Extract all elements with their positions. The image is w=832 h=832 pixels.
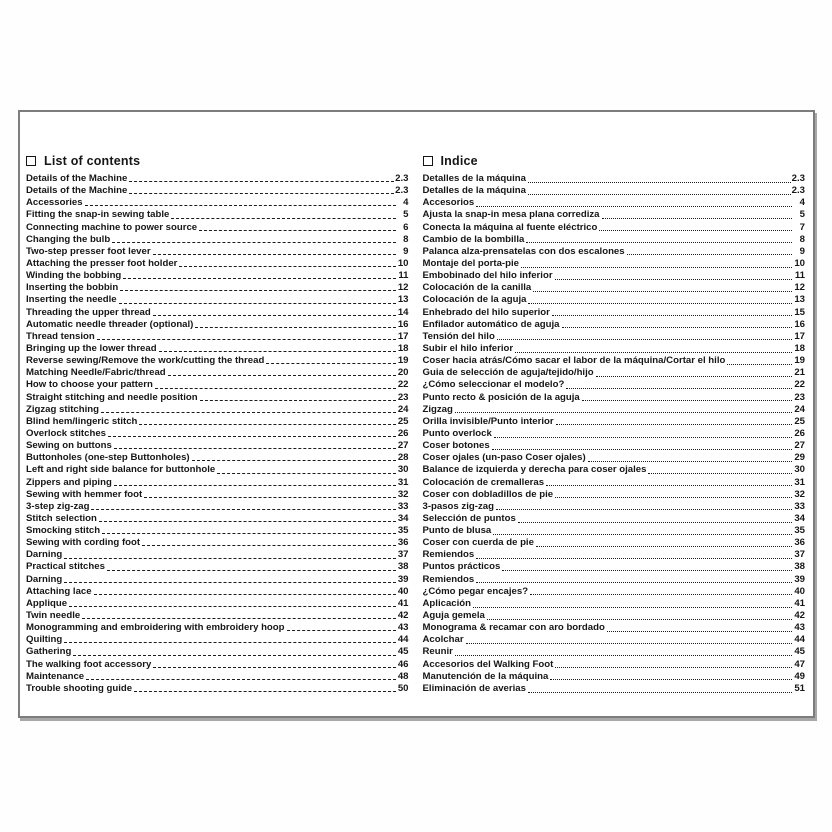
toc-entry-label: Punto de blusa [422, 525, 492, 537]
toc-row [423, 634, 806, 646]
toc-row [26, 586, 409, 598]
toc-row [423, 537, 806, 549]
toc-row [423, 562, 806, 574]
toc-entry-page: 5 [403, 209, 409, 221]
toc-entry-label: Detalles de la máquina [422, 172, 526, 184]
toc-row [423, 197, 806, 209]
toc-entry-page: 7 [799, 221, 805, 233]
toc-entry-page: 51 [794, 682, 805, 694]
toc-row [423, 185, 806, 197]
toc-entry-label: Practical stitches [26, 561, 105, 573]
toc-entry-label: Thread tension [26, 330, 95, 342]
toc-row [423, 270, 806, 282]
toc-row [26, 246, 409, 258]
toc-entry-page: 19 [794, 355, 805, 367]
toc-entry-label: Bringing up the lower thread [26, 342, 157, 354]
toc-entry-label: Puntos prácticos [422, 561, 501, 573]
toc-entry-label: Embobinado del hilo inferior [422, 270, 553, 282]
toc-row [26, 549, 409, 561]
toc-row [26, 197, 409, 209]
toc-row [26, 185, 409, 197]
toc-row [26, 562, 409, 574]
toc-entry-label: Coser ojales (un-paso Coser ojales) [422, 452, 586, 464]
toc-row [423, 513, 806, 525]
toc-entry-page: 11 [398, 270, 409, 282]
toc-row [26, 379, 409, 391]
toc-row [26, 622, 409, 634]
toc-entry-page: 12 [794, 282, 805, 294]
toc-entry-label: Details of the Machine [26, 185, 128, 197]
toc-row [26, 222, 409, 234]
toc-entry-label: Zippers and piping [26, 476, 112, 488]
toc-entry-page: 4 [799, 197, 805, 209]
toc-entry-page: 45 [397, 646, 409, 658]
toc-entry-page: 13 [794, 294, 805, 306]
toc-entry-page: 11 [794, 270, 805, 282]
toc-entry-page: 34 [397, 512, 409, 524]
toc-row [423, 452, 806, 464]
toc-entry-label: Selección de puntos [422, 512, 516, 524]
toc-entry-label: How to choose your pattern [26, 379, 153, 391]
toc-entry-page: 16 [397, 318, 409, 330]
toc-entry-page: 20 [397, 367, 409, 379]
toc-entry-page: 2.3 [791, 185, 805, 197]
toc-row [26, 209, 409, 221]
toc-entry-label: Palanca alza-prensatelas con dos escalones [422, 245, 625, 257]
toc-entry-label: The walking foot accessory [26, 658, 152, 670]
toc-entry-label: Aplicación [422, 597, 472, 609]
toc-entry-label: Balance de izquierda y derecha para coser ojales [422, 464, 647, 476]
toc-entry-label: Monograma & recamar con aro bordado [422, 622, 605, 634]
toc-entry-label: Punto recto & posición de la aguja [422, 391, 580, 403]
toc-entry-label: Two-step presser foot lever [26, 245, 151, 257]
toc-columns [20, 112, 813, 695]
toc-row [423, 307, 806, 319]
toc-entry-label: Monogramming and embroidering with embroidery hoop [26, 622, 285, 634]
toc-entry-label: Colocación de la canilla [422, 282, 532, 294]
toc-row [26, 343, 409, 355]
toc-entry-label: Accesorios [422, 197, 475, 209]
toc-row [26, 610, 409, 622]
toc-entry-label: Montaje del porta-pie [422, 257, 519, 269]
toc-row [423, 173, 806, 185]
toc-entry-page: 38 [794, 561, 805, 573]
toc-entry-page: 14 [397, 306, 409, 318]
toc-row [423, 258, 806, 270]
toc-entry-page: 34 [794, 512, 805, 524]
toc-entry-label: Coser con cuerda de pie [422, 537, 534, 549]
toc-entry-label: Darning [26, 573, 63, 585]
toc-entry-page: 22 [794, 379, 805, 391]
checkbox-icon [423, 156, 433, 166]
toc-entry-page: 13 [397, 294, 409, 306]
toc-row [423, 574, 806, 586]
toc-entry-page: 35 [794, 525, 805, 537]
toc-entry-page: 33 [794, 500, 805, 512]
toc-entry-label: Guia de selección de aguja/tejido/hijo [422, 367, 594, 379]
toc-row [26, 477, 409, 489]
toc-entry-label: Attaching lace [26, 585, 92, 597]
toc-row [423, 464, 806, 476]
page-border-box [18, 110, 815, 718]
toc-row [26, 173, 409, 185]
toc-entry-label: Left and right side balance for buttonhole [26, 464, 216, 476]
toc-entry-page: 41 [397, 597, 409, 609]
toc-entry-label: Zigzag [422, 403, 453, 415]
toc-row [26, 683, 409, 695]
toc-entry-label: Coser con dobladillos de pie [422, 488, 554, 500]
toc-row [423, 222, 806, 234]
toc-entry-page: 9 [403, 245, 409, 257]
toc-entry-page: 37 [397, 549, 409, 561]
toc-entry-page: 18 [794, 342, 805, 354]
toc-row [26, 392, 409, 404]
toc-row [423, 331, 806, 343]
toc-row [423, 209, 806, 221]
toc-entry-label: Accessories [26, 197, 83, 209]
english-title-row [26, 154, 409, 168]
toc-row [423, 501, 806, 513]
toc-row [26, 258, 409, 270]
toc-entry-label: Coser hacia atrás/Cómo sacar el labor de la máquina/Cortar el hilo [422, 355, 726, 367]
toc-entry-page: 25 [397, 415, 409, 427]
toc-row [26, 574, 409, 586]
toc-row [423, 659, 806, 671]
toc-entry-page: 31 [397, 476, 409, 488]
toc-entry-page: 25 [794, 415, 805, 427]
toc-entry-label: Fitting the snap-in sewing table [26, 209, 170, 221]
toc-row [423, 683, 806, 695]
toc-entry-page: 23 [397, 391, 409, 403]
toc-entry-label: Conecta la máquina al fuente eléctrico [422, 221, 598, 233]
toc-column-english [26, 154, 409, 695]
toc-entry-label: Punto overlock [422, 427, 492, 439]
toc-row [423, 428, 806, 440]
toc-entry-page: 44 [794, 634, 805, 646]
toc-entry-label: Buttonholes (one-step Buttonholes) [26, 452, 190, 464]
toc-entry-label: Colocación de la aguja [422, 294, 527, 306]
spanish-entries [423, 173, 806, 695]
toc-entry-page: 19 [397, 355, 409, 367]
toc-entry-page: 36 [794, 537, 805, 549]
toc-entry-page: 43 [794, 622, 805, 634]
toc-entry-label: Enhebrado del hilo superior [422, 306, 550, 318]
toc-entry-label: Manutención de la máquina [422, 670, 549, 682]
toc-entry-label: Detalles de la máquina [422, 185, 526, 197]
toc-row [423, 319, 806, 331]
toc-entry-label: 3-step zig-zag [26, 500, 90, 512]
toc-entry-label: Eliminación de averias [422, 682, 526, 694]
toc-entry-label: Sewing with hemmer foot [26, 488, 143, 500]
toc-entry-page: 24 [794, 403, 805, 415]
toc-entry-page: 39 [397, 573, 409, 585]
toc-entry-label: Straight stitching and needle position [26, 391, 198, 403]
toc-row [423, 489, 806, 501]
toc-entry-page: 16 [794, 318, 805, 330]
toc-row [423, 646, 806, 658]
toc-entry-label: Reunir [422, 646, 453, 658]
toc-row [26, 634, 409, 646]
toc-entry-label: Overlock stitches [26, 427, 106, 439]
toc-entry-page: 28 [397, 452, 409, 464]
toc-entry-page: 23 [794, 391, 805, 403]
toc-row [423, 343, 806, 355]
toc-row [26, 331, 409, 343]
toc-entry-page: 26 [794, 427, 805, 439]
toc-entry-label: Coser botones [422, 440, 490, 452]
toc-entry-page: 17 [794, 330, 805, 342]
toc-row [26, 598, 409, 610]
toc-entry-label: Inserting the bobbin [26, 282, 119, 294]
toc-row [26, 428, 409, 440]
toc-entry-page: 43 [397, 622, 409, 634]
toc-row [423, 477, 806, 489]
toc-entry-label: Colocación de cremalleras [422, 476, 545, 488]
toc-entry-page: 38 [397, 561, 409, 573]
toc-entry-label: Stitch selection [26, 512, 97, 524]
toc-column-spanish [423, 154, 806, 695]
toc-entry-label: Reverse sewing/Remove the work/cutting the thread [26, 355, 265, 367]
toc-entry-page: 22 [397, 379, 409, 391]
toc-row [26, 659, 409, 671]
toc-entry-label: Inserting the needle [26, 294, 117, 306]
toc-entry-label: Threading the upper thread [26, 306, 151, 318]
toc-row [423, 404, 806, 416]
toc-entry-label: Ajusta la snap-in mesa plana corrediza [422, 209, 600, 221]
column-title-english: List of contents [44, 154, 141, 168]
toc-entry-label: Twin needle [26, 610, 81, 622]
toc-row [26, 671, 409, 683]
toc-entry-label: Sewing on buttons [26, 440, 112, 452]
toc-entry-label: Remiendos [422, 549, 475, 561]
toc-row [26, 513, 409, 525]
toc-entry-label: Darning [26, 549, 63, 561]
toc-entry-page: 10 [397, 257, 409, 269]
toc-entry-label: Applique [26, 597, 68, 609]
toc-entry-page: 26 [397, 427, 409, 439]
toc-entry-label: Connecting machine to power source [26, 221, 198, 233]
toc-row [26, 282, 409, 294]
toc-row [26, 234, 409, 246]
toc-row [423, 549, 806, 561]
toc-row [26, 307, 409, 319]
toc-entry-label: Zigzag stitching [26, 403, 100, 415]
toc-entry-label: Aguja gemela [422, 610, 485, 622]
toc-entry-page: 10 [794, 257, 805, 269]
toc-row [423, 294, 806, 306]
toc-row [26, 319, 409, 331]
toc-entry-label: ¿Cómo seleccionar el modelo? [422, 379, 565, 391]
toc-row [26, 525, 409, 537]
toc-row [423, 525, 806, 537]
toc-entry-label: Sewing with cording foot [26, 537, 141, 549]
toc-entry-page: 2.3 [791, 172, 805, 184]
toc-entry-page: 44 [397, 634, 409, 646]
toc-entry-page: 46 [397, 658, 409, 670]
toc-entry-page: 37 [794, 549, 805, 561]
toc-entry-page: 40 [794, 585, 805, 597]
toc-row [26, 270, 409, 282]
toc-row [26, 501, 409, 513]
toc-entry-label: Matching Needle/Fabric/thread [26, 367, 166, 379]
toc-entry-page: 30 [397, 464, 409, 476]
toc-row [423, 234, 806, 246]
toc-entry-label: Attaching the presser foot holder [26, 257, 178, 269]
toc-row [423, 246, 806, 258]
toc-row [423, 598, 806, 610]
toc-row [26, 355, 409, 367]
toc-entry-page: 36 [397, 537, 409, 549]
toc-row [423, 392, 806, 404]
toc-entry-label: Details of the Machine [26, 172, 128, 184]
toc-row [423, 282, 806, 294]
toc-entry-page: 2.3 [395, 185, 409, 197]
toc-entry-page: 49 [794, 670, 805, 682]
toc-row [26, 294, 409, 306]
toc-entry-label: ¿Cómo pegar encajes? [422, 585, 529, 597]
toc-entry-page: 21 [794, 367, 805, 379]
toc-entry-page: 32 [397, 488, 409, 500]
toc-entry-page: 4 [403, 197, 409, 209]
toc-entry-page: 41 [794, 597, 805, 609]
toc-entry-page: 9 [799, 245, 805, 257]
toc-entry-label: Winding the bobbing [26, 270, 122, 282]
toc-entry-page: 48 [397, 670, 409, 682]
toc-entry-page: 15 [794, 306, 805, 318]
toc-row [26, 646, 409, 658]
toc-row [26, 537, 409, 549]
toc-entry-label: Enfilador automático de aguja [422, 318, 560, 330]
toc-entry-page: 42 [397, 610, 409, 622]
toc-entry-page: 5 [799, 209, 805, 221]
toc-entry-label: Blind hem/lingeric stitch [26, 415, 138, 427]
toc-entry-label: Trouble shooting guide [26, 682, 133, 694]
toc-row [26, 404, 409, 416]
toc-entry-label: Maintenance [26, 670, 85, 682]
toc-entry-label: Accesorios del Walking Foot [422, 658, 554, 670]
toc-entry-label: Remiendos [422, 573, 475, 585]
toc-row [26, 416, 409, 428]
toc-entry-page: 32 [794, 488, 805, 500]
toc-entry-page: 29 [794, 452, 805, 464]
toc-entry-label: Automatic needle threader (optional) [26, 318, 194, 330]
toc-entry-page: 50 [397, 682, 409, 694]
spanish-title-row [423, 154, 806, 168]
toc-entry-page: 31 [794, 476, 805, 488]
toc-entry-label: Smocking stitch [26, 525, 101, 537]
english-entries [26, 173, 409, 695]
toc-entry-page: 47 [794, 658, 805, 670]
toc-entry-page: 12 [397, 282, 409, 294]
toc-entry-page: 18 [397, 342, 409, 354]
toc-row [423, 416, 806, 428]
toc-entry-page: 42 [794, 610, 805, 622]
toc-entry-page: 24 [397, 403, 409, 415]
toc-entry-page: 40 [397, 585, 409, 597]
toc-entry-label: Subir el hilo inferior [422, 342, 514, 354]
toc-entry-label: Acolchar [422, 634, 464, 646]
toc-entry-page: 17 [397, 330, 409, 342]
toc-row [423, 586, 806, 598]
column-title-spanish: Indice [440, 154, 478, 168]
toc-entry-page: 39 [794, 573, 805, 585]
toc-entry-page: 30 [794, 464, 805, 476]
toc-row [423, 671, 806, 683]
toc-entry-page: 35 [397, 525, 409, 537]
toc-row [423, 610, 806, 622]
toc-entry-label: Tensión del hilo [422, 330, 495, 342]
toc-row [26, 440, 409, 452]
toc-row [26, 452, 409, 464]
toc-row [423, 367, 806, 379]
toc-entry-label: Gathering [26, 646, 72, 658]
toc-entry-label: Changing the bulb [26, 233, 111, 245]
toc-entry-label: Cambio de la bombilla [422, 233, 525, 245]
toc-entry-page: 8 [403, 233, 409, 245]
toc-row [423, 622, 806, 634]
toc-entry-page: 6 [403, 221, 409, 233]
toc-entry-page: 27 [397, 440, 409, 452]
toc-row [423, 440, 806, 452]
toc-row [26, 367, 409, 379]
toc-entry-page: 27 [794, 440, 805, 452]
toc-row [26, 489, 409, 501]
toc-entry-page: 2.3 [395, 172, 409, 184]
toc-row [423, 355, 806, 367]
toc-row [26, 464, 409, 476]
toc-row [423, 379, 806, 391]
toc-entry-label: Orilla invisible/Punto interior [422, 415, 554, 427]
checkbox-icon [26, 156, 36, 166]
toc-entry-page: 45 [794, 646, 805, 658]
toc-entry-page: 33 [397, 500, 409, 512]
toc-entry-label: Quilting [26, 634, 63, 646]
toc-entry-page: 8 [799, 233, 805, 245]
toc-entry-label: 3-pasos zig-zag [422, 500, 494, 512]
